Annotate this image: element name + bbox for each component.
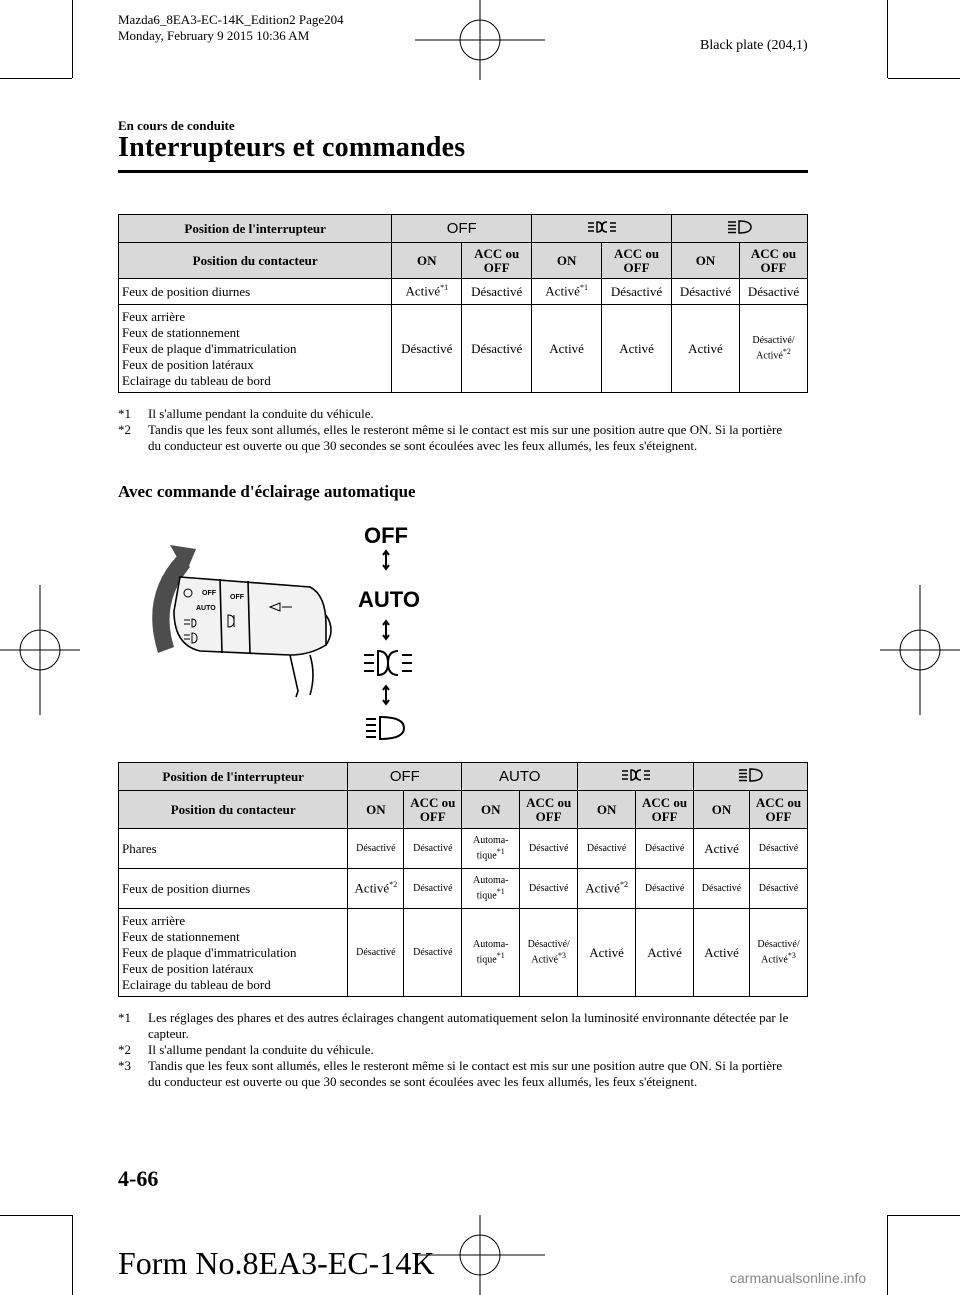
footnote: *2 Il s'allume pendant la conduite du véhicule.: [118, 1042, 374, 1057]
cell: Désactivé/ Activé$^{*2}$: [739, 305, 807, 393]
title-rule: [118, 170, 808, 173]
ignition-on: ON: [462, 791, 520, 829]
headlight-icon: [738, 767, 764, 783]
cell: Activé: [602, 305, 672, 393]
ignition-on: ON: [392, 243, 462, 279]
page-number: 4-66: [118, 1166, 159, 1191]
cell: Désactivé: [462, 279, 532, 305]
stalk-label-off: OFF: [202, 590, 216, 597]
row-label-lights-group: [119, 909, 348, 997]
cell: Désactivé: [750, 829, 808, 869]
cell: Désactivé: [739, 279, 807, 305]
row-label-lights-group: [119, 305, 392, 393]
watermark: carmanualsonline.info: [730, 1270, 867, 1286]
cell: Désactivé: [636, 829, 694, 869]
cell: Désactivé: [404, 909, 462, 997]
headlight-icon: [727, 219, 753, 235]
footnotes-table2: [118, 1010, 798, 1090]
cell: Désactivé: [348, 909, 404, 997]
ignition-acc-off: ACC ou OFF: [602, 243, 672, 279]
table-switch-positions: [118, 214, 808, 393]
cell: Désactivé: [348, 829, 404, 869]
row-label-drl: Feux de position diurnes: [119, 869, 348, 909]
ignition-on: ON: [578, 791, 636, 829]
row-label-line: Feux de position latéraux: [122, 960, 254, 976]
table-row: [119, 305, 808, 393]
cell: Automa- tique$^{*1}$: [462, 829, 520, 869]
cell: Désactivé: [578, 829, 636, 869]
row-label-line: Feux arrière: [122, 912, 186, 928]
table-auto-switch-positions: [118, 762, 808, 997]
ignition-acc-off: ACC ou OFF: [520, 791, 578, 829]
footnotes-table1: [118, 406, 798, 454]
crop-mark: [887, 1215, 888, 1295]
ignition-acc-off: ACC ou OFF: [462, 243, 532, 279]
row-label-line: Feux arrière: [122, 308, 186, 324]
cell: Désactivé: [750, 869, 808, 909]
crop-mark: [72, 0, 73, 78]
cell: Désactivé/ Activé$^{*3}$: [750, 909, 808, 997]
header-switch-parking: [532, 215, 672, 243]
row-label-line: Eclairage du tableau de bord: [122, 372, 271, 388]
cell: Automa- tique$^{*1}$: [462, 909, 520, 997]
header-switch-headlights: [672, 215, 808, 243]
cell: Activé: [578, 909, 636, 997]
ignition-on: ON: [348, 791, 404, 829]
ignition-acc-off: ACC ou OFF: [750, 791, 808, 829]
form-number: Form No.8EA3-EC-14K: [118, 1245, 435, 1281]
cell: Activé: [672, 305, 740, 393]
cell: Activé$^{*2}$: [578, 869, 636, 909]
registration-mark-bottom: [415, 1215, 545, 1295]
header-switch-auto: AUTO: [462, 763, 578, 791]
light-switch-diagram: [130, 515, 450, 755]
ignition-on: ON: [532, 243, 602, 279]
print-header: [118, 12, 344, 44]
cell: Activé$^{*2}$: [348, 869, 404, 909]
crop-mark: [0, 1215, 72, 1216]
plate-label: Black plate (204,1): [700, 38, 808, 53]
ignition-acc-off: ACC ou OFF: [739, 243, 807, 279]
crop-mark: [887, 0, 888, 78]
footnote: *2 Tandis que les feux sont allumés, elles le resteront même si le contact est mis sur une position autre que ON. Si la portière du conducteur est ouverte ou que 30 secondes se sont écoulées avec les feux allumés, les feux s'éteignent.: [118, 422, 783, 453]
ignition-acc-off: ACC ou OFF: [636, 791, 694, 829]
position-label-auto: AUTO: [358, 587, 420, 612]
header-switch-off: OFF: [392, 215, 532, 243]
stalk-label-auto: AUTO: [196, 605, 216, 612]
header-ignition-position: Position du contacteur: [119, 243, 392, 279]
stalk-label-off: OFF: [230, 594, 244, 601]
table-row: [119, 909, 808, 997]
row-label-line: Eclairage du tableau de bord: [122, 976, 271, 992]
cell: Désactivé: [520, 829, 578, 869]
headlight-icon: [366, 717, 404, 739]
registration-mark-top: [415, 0, 545, 80]
row-label-headlights: Phares: [119, 829, 348, 869]
header-ignition-position: Position du contacteur: [119, 791, 348, 829]
double-arrow-icon: [383, 551, 389, 704]
footnote: *1 Les réglages des phares et des autres éclairages changent automatiquement selon la luminosité environnante détectée par le capteur.: [118, 1010, 789, 1041]
registration-mark-right: [880, 585, 960, 715]
footnote: *1 Il s'allume pendant la conduite du véhicule.: [118, 406, 374, 421]
header-switch-headlights: [694, 763, 808, 791]
row-label-line: Feux de stationnement: [122, 928, 240, 944]
print-header-file: Mazda6_8EA3-EC-14K_Edition2 Page204: [118, 12, 344, 27]
ignition-on: ON: [672, 243, 740, 279]
cell: Activé: [694, 829, 750, 869]
ignition-on: ON: [694, 791, 750, 829]
crop-mark: [0, 78, 72, 79]
cell: Désactivé: [392, 305, 462, 393]
ignition-acc-off: ACC ou OFF: [404, 791, 462, 829]
header-switch-parking: [578, 763, 694, 791]
row-label-drl: Feux de position diurnes: [119, 279, 392, 305]
parking-lights-icon: [587, 219, 617, 235]
print-header-date: Monday, February 9 2015 10:36 AM: [118, 28, 310, 43]
cell: Désactivé: [520, 869, 578, 909]
cell: Désactivé: [602, 279, 672, 305]
header-switch-off: OFF: [348, 763, 462, 791]
cell: Désactivé: [404, 869, 462, 909]
footnote: *3 Tandis que les feux sont allumés, elles le resteront même si le contact est mis sur une position autre que ON. Si la portière du conducteur est ouverte ou que 30 secondes se sont écoulées avec les feux allumés, les feux s'éteignent.: [118, 1058, 783, 1089]
cell: Activé$^{*1}$: [392, 279, 462, 305]
crop-mark: [888, 1215, 960, 1216]
section-title: En cours de conduite: [118, 118, 235, 133]
cell: Activé$^{*1}$: [532, 279, 602, 305]
cell: Automa- tique$^{*1}$: [462, 869, 520, 909]
parking-lights-icon: [621, 767, 651, 783]
cell: Activé: [694, 909, 750, 997]
registration-mark-left: [0, 585, 80, 715]
cell: Désactivé: [672, 279, 740, 305]
parking-lights-icon: [364, 651, 412, 675]
position-label-off: OFF: [364, 523, 408, 548]
subsection-title: Avec commande d'éclairage automatique: [118, 482, 416, 501]
page-title: Interrupteurs et commandes: [118, 132, 466, 163]
crop-mark: [72, 1215, 73, 1295]
cell: Désactivé/ Activé$^{*3}$: [520, 909, 578, 997]
table-row: [119, 869, 808, 909]
cell: Activé: [636, 909, 694, 997]
cell: Désactivé: [636, 869, 694, 909]
header-switch-position: Position de l'interrupteur: [119, 763, 348, 791]
row-label-line: Feux de plaque d'immatriculation: [122, 340, 297, 356]
row-label-line: Feux de plaque d'immatriculation: [122, 944, 297, 960]
row-label-line: Feux de position latéraux: [122, 356, 254, 372]
table-row: [119, 279, 808, 305]
row-label-line: Feux de stationnement: [122, 324, 240, 340]
cell: Désactivé: [462, 305, 532, 393]
cell: Désactivé: [404, 829, 462, 869]
header-switch-position: Position de l'interrupteur: [119, 215, 392, 243]
cell: Désactivé: [694, 869, 750, 909]
cell: Activé: [532, 305, 602, 393]
table-row: [119, 829, 808, 869]
crop-mark: [888, 78, 960, 79]
